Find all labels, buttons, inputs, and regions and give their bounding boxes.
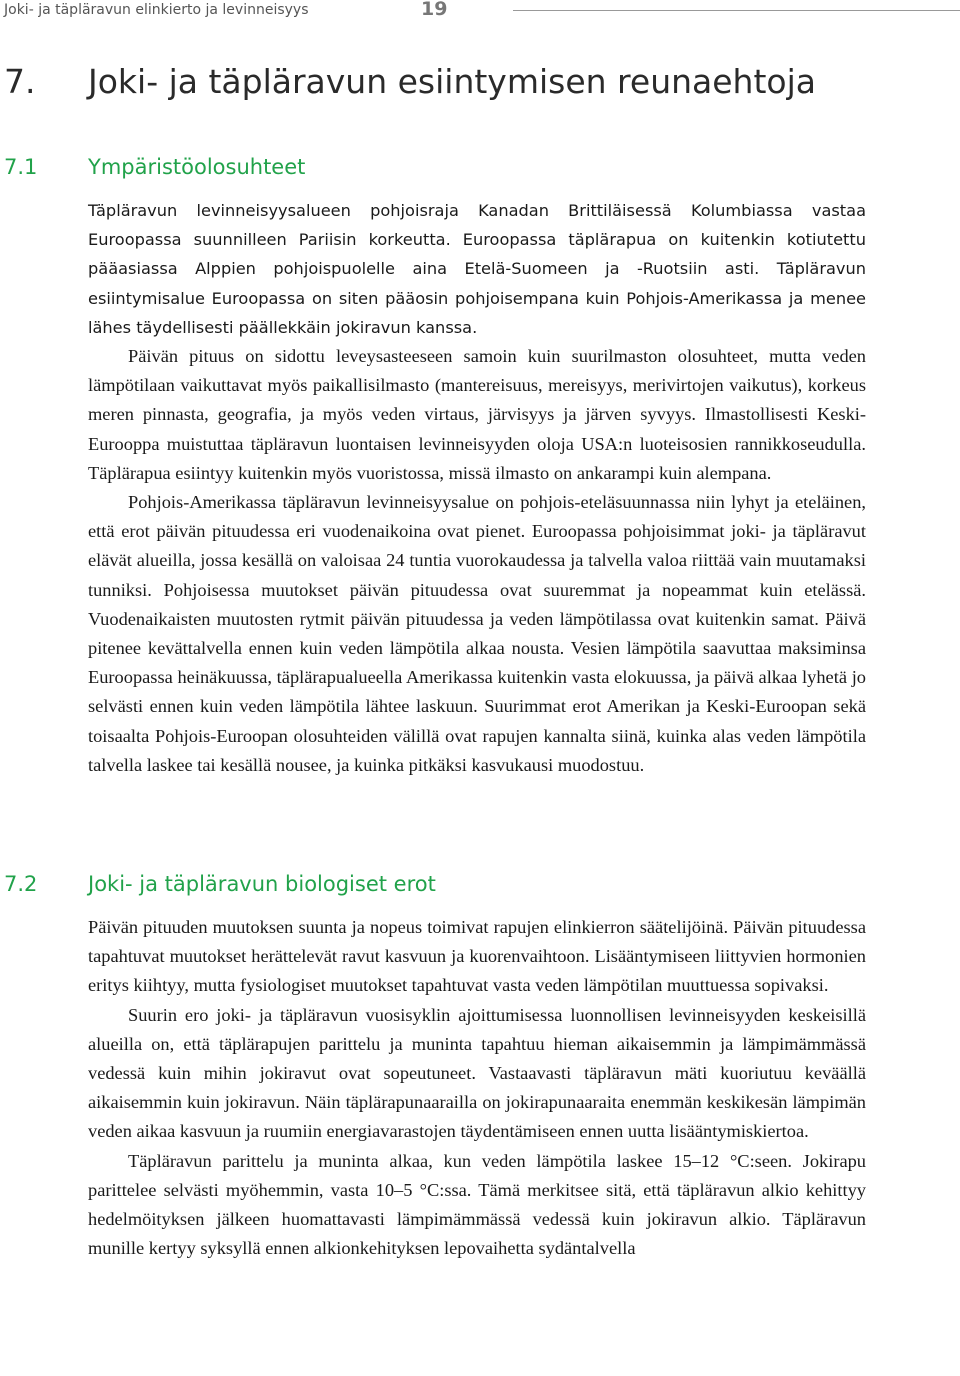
- paragraph: Täpläravun levinneisyysalueen pohjoisraja Kanadan Brittiläisessä Kolumbiassa vastaa Euroopassa suunnilleen Pariisin korkeutta. Euroopassa täplärapua on kuitenkin kotiutettu pääasiassa Alppien pohjoispuolelle aina Etelä-Suomeen ja -Ruotsiin asti. Täpläravun esiintymisalue Euroopassa on siten pääosin pohjoisempana kuin Pohjois-Amerikassa ja menee lähes täydellisesti päällekkäin jokiravun kanssa.: [88, 201, 866, 337]
- section-heading-7-1: [4, 155, 305, 179]
- section-7-1-body: [88, 196, 866, 780]
- running-header-title: Joki- ja täpläravun elinkierto ja levinneisyys: [4, 2, 309, 18]
- section-7-2-body: [88, 913, 866, 1263]
- page-number: 19: [421, 0, 448, 20]
- chapter-heading: [4, 62, 816, 101]
- section-number: 7.1: [4, 155, 38, 179]
- chapter-number: 7.: [4, 62, 36, 101]
- section-number: 7.2: [4, 872, 38, 896]
- paragraph: Pohjois-Amerikassa täpläravun levinneisyysalue on pohjois-eteläsuunnassa niin lyhyt ja eteläinen, että erot päivän pituudessa eri vuodenaikoina ovat pienet. Euroopassa pohjoisimmat joki- ja täpläravut elävät alueilla, jossa kesällä on valoisaa 24 tuntia vuorokaudessa ja talvella valoa riittää vain muutamaksi tunniksi. Pohjoisessa muutokset päivän pituudessa ovat suuremmat ja nopeammat kuin etelässä. Vuodenaikaisten muutosten rytmit päivän pituudessa ja veden lämpötilassa ovat kuitenkin samat. Päivä pitenee kevättalvella ennen kuin veden lämpötila alkaa nousta. Vesien lämpötila saavuttaa maksiminsa Euroopassa heinäkuussa, täplärapualueella Amerikassa kuitenkin vasta elokuussa, ja päivä alkaa lyhetä jo selvästi ennen kuin veden lämpötila lähtee laskuun. Suurimmat erot Amerikan ja Keski-Euroopan sekä toisaalta Pohjois-Euroopan olosuhteiden välillä ovat rapujen kannalta siinä, kuinka alas veden lämpötila talvella laskee tai kesällä nousee, ja kuinka pitkäksi kasvukausi muodostuu.: [88, 492, 866, 775]
- section-heading-7-2: [4, 872, 436, 896]
- chapter-title: Joki- ja täpläravun esiintymisen reunaehtoja: [88, 62, 816, 101]
- paragraph: Täpläravun parittelu ja muninta alkaa, kun veden lämpötila laskee 15–12 °C:seen. Jokirapu parittelee selvästi myöhemmin, vasta 10–5 °C:ssa. Tämä merkitsee sitä, että täpläravun alkio kehittyy hedelmöityksen jälkeen huomattavasti lämpimämmässä vedessä kuin jokiravun alkio. Täpläravun munille kertyy syksyllä ennen alkionkehityksen lepovaihetta sydäntalvella: [88, 1150, 866, 1259]
- section-title: Ympäristöolosuhteet: [88, 155, 306, 179]
- section-title: Joki- ja täpläravun biologiset erot: [88, 872, 436, 896]
- paragraph: Päivän pituus on sidottu leveysasteeseen samoin kuin suurilmaston olosuhteet, mutta veden lämpötilaan vaikuttavat myös paikallisilmasto (mantereisuus, mereisyys, merivirtojen vaikutus), korkeus meren pinnasta, geografia, ja myös veden virtaus, järvisyys ja järven syvyys. Ilmastollisesti Keski-Eurooppa muistuttaa täpläravun luontaisen levinneisyyden oloja USA:n luoteisosien rannikkoseudulla. Täplärapua esiintyy kuitenkin myös vuoristossa, missä ilmasto on ankarampi kuin alempana.: [88, 346, 866, 483]
- header-rule: [513, 10, 960, 11]
- paragraph: Päivän pituuden muutoksen suunta ja nopeus toimivat rapujen elinkierron säätelijöinä. Päivän pituudessa tapahtuvat muutokset herättelevät ravut kasvuun ja kuorenvaihtoon. Lisääntymiseen liittyvien hormonien eritys kiihtyy, mutta fysiologiset muutokset tapahtuvat vasta veden lämpötilan muuttuessa sopivaksi.: [88, 917, 866, 996]
- paragraph: Suurin ero joki- ja täpläravun vuosisyklin ajoittumisessa luonnollisen levinneisyyden keskeisillä alueilla on, että täplärapujen parittelu ja muninta tapahtuu hieman aikaisemmin ja lämpimämmässä vedessä kuin mihin jokiravut ovat sopeutuneet. Vastaavasti täpläravun mäti kuoriutuu keväällä aikaisemmin kuin jokiravun. Näin täplärapunaarailla on jokirapunaaraita enemmän keskikesän lämpimän veden aikaa kasvuun ja ruumiin energiavarastojen täydentämiseen ennen uutta lisääntymiskiertoa.: [88, 1004, 866, 1142]
